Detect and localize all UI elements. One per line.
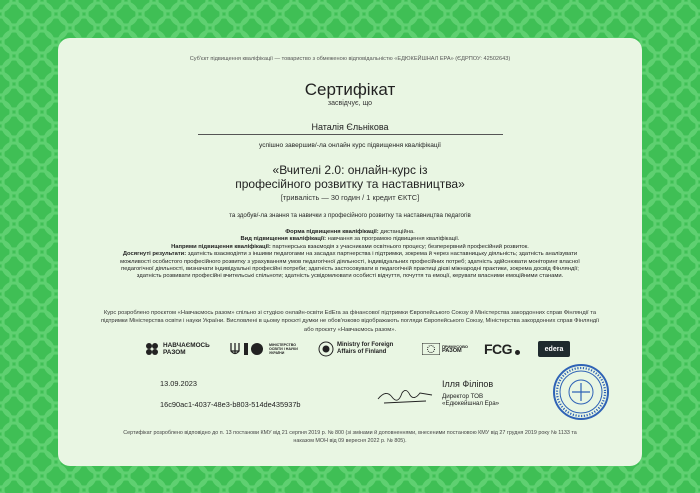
qualification-details	[120, 229, 580, 281]
fcg-dot-icon	[515, 350, 520, 355]
name-underline	[198, 134, 503, 135]
fcg-text: FCG	[484, 341, 513, 357]
learning-together-logo	[144, 340, 220, 358]
eu-logo	[422, 340, 476, 358]
certificate-card	[58, 38, 642, 466]
edera-text: edera	[544, 345, 564, 353]
signer-position	[442, 393, 499, 407]
type-value: навчання за програмою підвищення кваліфікації.	[326, 236, 460, 243]
certificate-title: Сертифікат	[304, 80, 396, 99]
finland-ministry-logo	[318, 340, 416, 358]
type-label: Вид підвищення кваліфікації:	[240, 236, 327, 243]
course-title	[58, 163, 642, 191]
recipient-name: Наталія Єльнікова	[311, 122, 389, 132]
results-label: Досягнуті результати:	[122, 251, 187, 258]
certifies-text: засвідчує, що	[327, 100, 373, 107]
finland-crest-icon	[318, 341, 334, 357]
learning-together-icon	[144, 341, 160, 357]
form-label: Форма підвищення кваліфікації:	[285, 229, 379, 235]
eu-text-1: ПРИМУСОВО	[442, 344, 469, 349]
results-value: здатність взаємодіяти з іншими педагогами на засадах партнерства і підтримки, зокрема й через наставницьку діяльність; здатність аналізувати можливості особистого професійного розвитку з урахуванням умов педагогічної діяльності, індивідуальних професійних потреб; здатність здійснювати моніторинг власної педагогічної діяльності, визначати індивідуальні професійні потреби; здатність застосовувати в педагогічній практиці дієві міжнародні практики, зокрема досвід Фінляндії; здатність розвивати професійні вчительські спільноти; здатність усвідомлювати особисті відчуття, почуття та емоції, керувати власними емоційними станами.	[120, 251, 580, 280]
directions-value: партнерська взаємодія з учасниками освітнього процесу; безперервний професійний розвиток.	[270, 243, 529, 250]
course-duration: [тривалість — 30 годин / 1 кредит ЄКТС]	[280, 193, 420, 202]
provider-entity-line: Суб'єкт підвищення кваліфікації — товариство з обмеженою відповідальністю «ЕДЮКЕЙШНАЛ ЕРА» (ЄДРПОУ: 42502643)	[189, 56, 511, 62]
eu-flag-icon	[422, 343, 440, 355]
ministry-education-text-2: ОСВІТИ І НАУКИ	[269, 346, 298, 351]
signer-position-line-1: Директор ТОВ	[442, 393, 484, 400]
directions-label: Напрями підвищення кваліфікації:	[171, 243, 271, 250]
signer-position-line-2: «Едюкейшнал Ера»	[442, 400, 500, 407]
finland-ministry-text-2: Affairs of Finland	[337, 349, 387, 355]
funding-text: Курс розроблено проєктом «Навчаємось разом» спільно зі студією онлайн-освіти EdEra за фінансової підтримки Європейського Союзу й Міністерства закордонних справ Фінляндії та підтримки Міністерства освіти і науки України. Висловлені в цьому проєкті думки не обов'язково відображають погляди Європейського Союзу, Міністерства закордонних справ Фінляндії або проєкту «Навчаємось разом».	[100, 310, 600, 333]
results-row	[120, 251, 580, 281]
fcg-logo	[484, 340, 528, 358]
course-title-line-2: професійного розвитку та наставництва»	[235, 177, 465, 191]
edera-logo	[538, 340, 572, 358]
trident-icon	[230, 340, 240, 358]
learning-together-text-1: НАВЧАЄМОСЬ	[163, 342, 210, 349]
issue-date: 13.09.2023	[160, 379, 197, 388]
ministry-education-text-3: УКРАЇНИ	[269, 351, 285, 356]
form-value: дистанційна.	[378, 229, 415, 235]
partner-logos	[144, 340, 584, 358]
eu-text-2: РАЗОМ	[442, 348, 462, 354]
legal-footer: Сертифікат розроблено відповідно до п. 13 постанови КМУ від 21 серпня 2019 р. № 800 (зі змінами й доповненнями, внесеними постановою КМУ від 27 грудня 2019 року № 1133 та наказом МОН від 09 вересня 2022 р. № 805).	[123, 430, 577, 444]
finland-ministry-text-1: Ministry for Foreign	[337, 342, 394, 348]
learning-together-text-2: РАЗОМ	[163, 349, 186, 356]
certificate-code: 16c90ac1-4037-48e3-b803-514de435937b	[160, 400, 301, 409]
type-row	[120, 236, 580, 243]
ministry-education-icon	[244, 342, 266, 356]
signature-icon	[376, 383, 434, 407]
official-stamp-icon	[552, 363, 610, 421]
skills-text: та здобув/-ла знання та навички з професійного розвитку та наставництва педагогів	[229, 212, 471, 219]
course-title-line-1: «Вчителі 2.0: онлайн-курс із	[272, 163, 428, 177]
signer-name: Ілля Філіпов	[442, 379, 494, 389]
completion-text: успішно завершив/-ла онлайн курс підвищення кваліфікації	[259, 142, 441, 149]
ministry-education-logo	[244, 340, 312, 358]
ministry-education-text-1: МІНІСТЕРСТВО	[269, 342, 296, 347]
